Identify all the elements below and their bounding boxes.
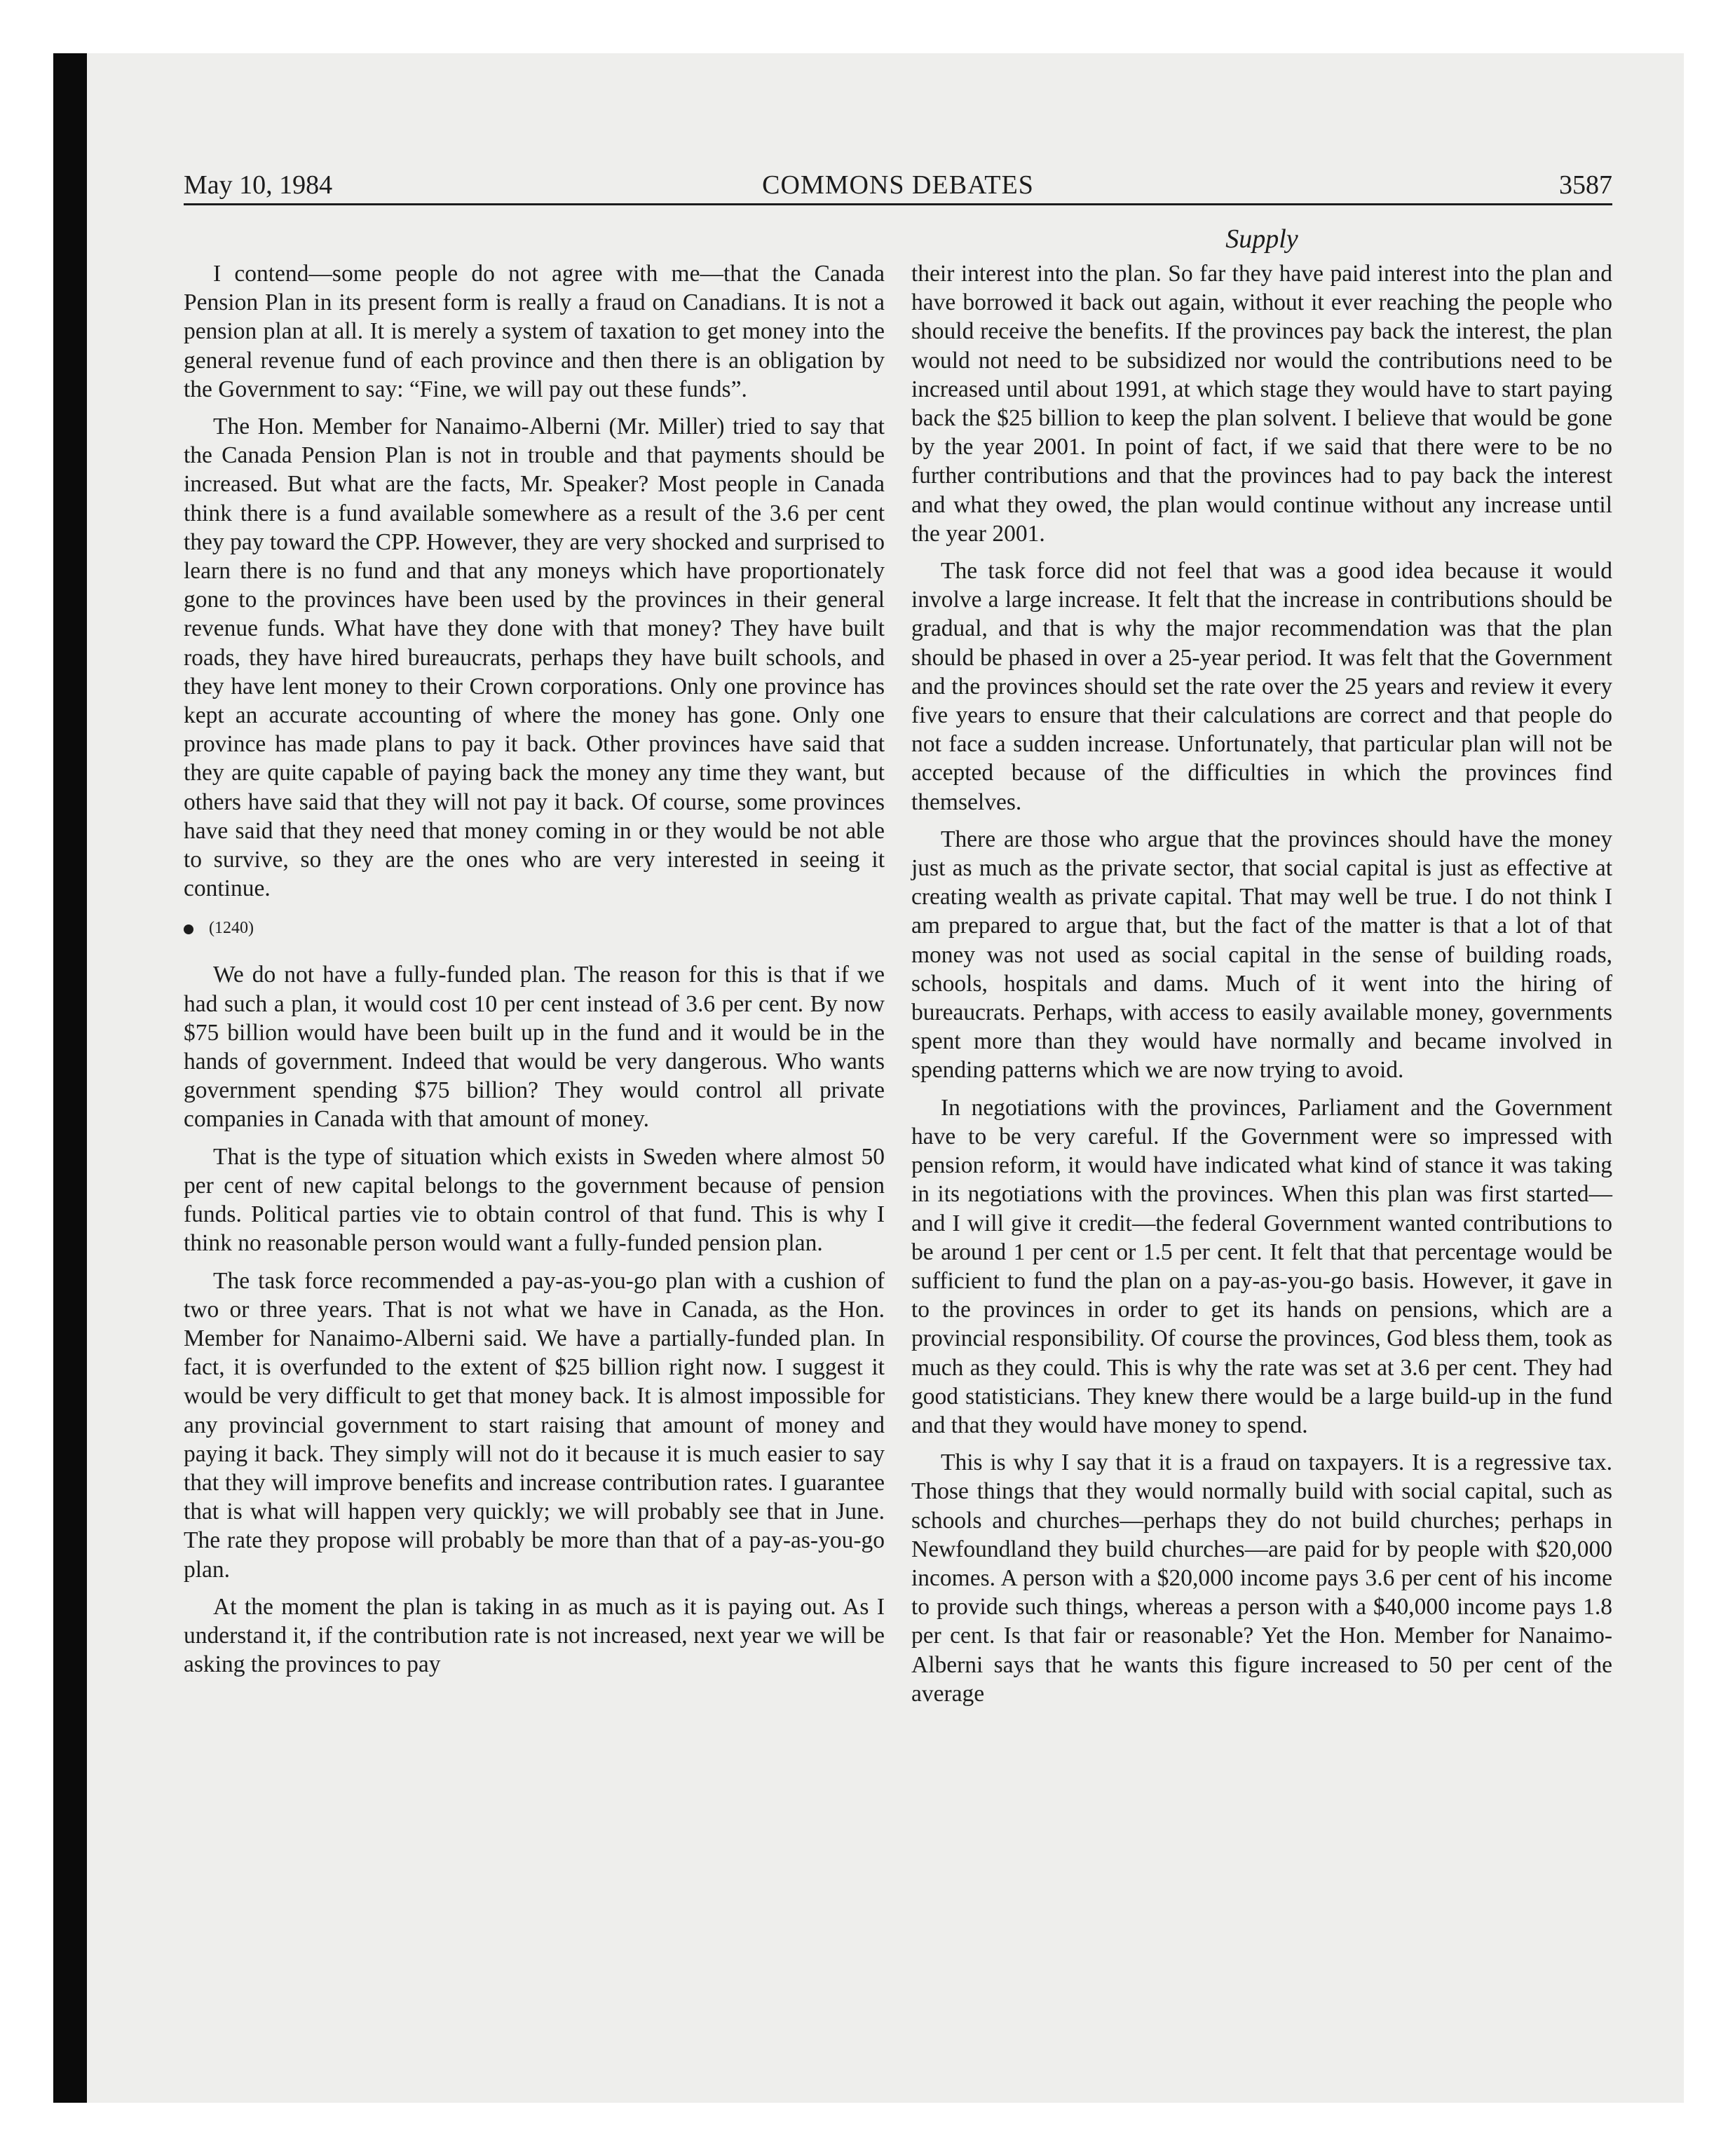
paragraph: At the moment the plan is taking in as much as it is paying out. As I understand it, if the contribution rate is not increased, next year we will be asking the provinces to pay	[184, 1593, 885, 1678]
paragraph: In negotiations with the provinces, Parliament and the Government have to be very careful. If the Government were so impressed with pension reform, it would have indicated what kind of stance it was taking in its negotiations with the provinces. When this plan was first started—and I will give it credit—the federal Government wanted contributions to be around 1 per cent or 1.5 per cent. It felt that that percentage would be sufficient to fund the plan on a pay-as-you-go basis. However, it gave in to the provinces in order to get its hands on pensions, which are a provincial responsibility. Of course the provinces, God bless them, took as much as they could. This is why the rate was set at 3.6 per cent. They had good statisticians. They knew there would be a large build-up in the fund and that they would have money to spend.	[911, 1094, 1612, 1438]
paragraph: The Hon. Member for Nanaimo-Alberni (Mr. Miller) tried to say that the Canada Pension Plan is not in trouble and that payments should be increased. But what are the facts, Mr. Speaker? Most people in Canada think there is a fund available somewhere as a result of the 3.6 per cent they pay toward the CPP. However, they are very shocked and surprised to learn there is no fund and that any moneys which have proportionately gone to the provinces have been used by the provinces in their general revenue funds. What have they done with that money? They have built roads, they have hired bureaucrats, perhaps they have built schools, and they have lent money to their Crown corporations. Only one province has kept an accurate accounting of where the money has gone. Only one province has made plans to pay it back. Other provinces have said that they are quite capable of paying back the money any time they want, but others have said that they will not pay it back. Of course, some provinces have said that they need that money coming in or they would be not able to survive, so they are the ones who are very interested in seeing it continue.	[184, 414, 885, 902]
page-number: 3587	[1559, 170, 1612, 200]
header-date: May 10, 1984	[184, 170, 333, 200]
paragraph: I contend—some people do not agree with me—that the Canada Pension Plan in its present form is really a fraud on Canadians. It is not a pension plan at all. It is merely a system of taxation to get money into the general revenue fund of each province and then there is an obligation by the Government to say: “Fine, we will pay out these funds”.	[184, 261, 885, 402]
paragraph: That is the type of situation which exists in Sweden where almost 50 per cent of new capital belongs to the government because of pension funds. Political parties vie to obtain control of that fund. This is why I think no reasonable person would want a fully-funded pension plan.	[184, 1143, 885, 1257]
paragraph: The task force recommended a pay-as-you-go plan with a cushion of two or three years. That is not what we have in Canada, as the Hon. Member for Nanaimo-Alberni said. We have a partially-funded plan. In fact, it is overfunded to the extent of $25 billion right now. I suggest it would be very difficult to get that money back. It is almost impossible for any provincial government to start raising that amount of money and paying it back. They simply will not do it because it is much easier to say that they will improve benefits and increase contribution rates. I guarantee that is what will happen very quickly; we will probably see that in June. The rate they propose will probably be more than that of a pay-as-you-go plan.	[184, 1267, 885, 1583]
time-marker-label: (1240)	[209, 919, 254, 938]
left-column	[184, 259, 885, 1687]
paragraph: This is why I say that it is a fraud on taxpayers. It is a regressive tax. Those things that they would normally build with social capital, such as schools and churches—perhaps they do not build churches; perhaps in Newfoundland they build churches—are paid for by people with $20,000 incomes. A person with a $20,000 income pays 3.6 per cent of his income to provide such things, whereas a person with a $40,000 income pays 1.8 per cent. Is that fair or reasonable? Yet the Hon. Member for Nanaimo-Alberni says that he wants this figure increased to 50 per cent of the average	[911, 1449, 1612, 1707]
right-column	[911, 259, 1612, 1717]
paragraph: The task force did not feel that was a good idea because it would involve a large increase. It felt that the increase in contributions should be gradual, and that is why the major recommendation was that the plan should be phased in over a 25-year period. It was felt that the Government and the provinces should set the rate over the 25 years and review it every five years to ensure that their calculations are correct and that people do not face a sudden increase. Unfortunately, that particular plan will not be accepted because of the difficulties in which the provinces find themselves.	[911, 558, 1612, 815]
binding-edge	[53, 53, 87, 2103]
paragraph: We do not have a fully-funded plan. The reason for this is that if we had such a plan, it would cost 10 per cent instead of 3.6 per cent. By now $75 billion would have been built up in the fund and it would be in the hands of government. Indeed that would be very dangerous. Who wants government spending $75 billion? They would control all private companies in Canada with that amount of money.	[184, 962, 885, 1133]
time-marker	[184, 914, 885, 942]
paragraph: There are those who argue that the provinces should have the money just as much as the private sector, that social capital is just as effective at creating wealth as private capital. That may well be true. I do not think I am prepared to argue that, but the fact of the matter is that a lot of that money was not used as social capital in the sense of building roads, schools, hospitals and dams. Much of it went into the hiring of bureaucrats. Perhaps, with access to easily available money, governments spent more than they would have normally and became involved in spending patterns which we are now trying to avoid.	[911, 826, 1612, 1084]
page-header	[184, 168, 1612, 202]
header-rule	[184, 203, 1612, 205]
section-title: Supply	[1225, 224, 1298, 254]
header-title: COMMONS DEBATES	[762, 170, 1034, 200]
bullet-icon	[184, 925, 193, 934]
paragraph: their interest into the plan. So far they have paid interest into the plan and have borrowed it back out again, without it ever reaching the people who should receive the benefits. If the provinces pay back the interest, the plan would not need to be subsidized nor would the contributions need to be increased until about 1991, at which stage they would have to start paying back the $25 billion to keep the plan solvent. I believe that would be gone by the year 2001. In point of fact, if we said that there were to be no further contributions and that the provinces had to pay back the interest and what they owed, the plan would continue without any increase until the year 2001.	[911, 261, 1612, 547]
